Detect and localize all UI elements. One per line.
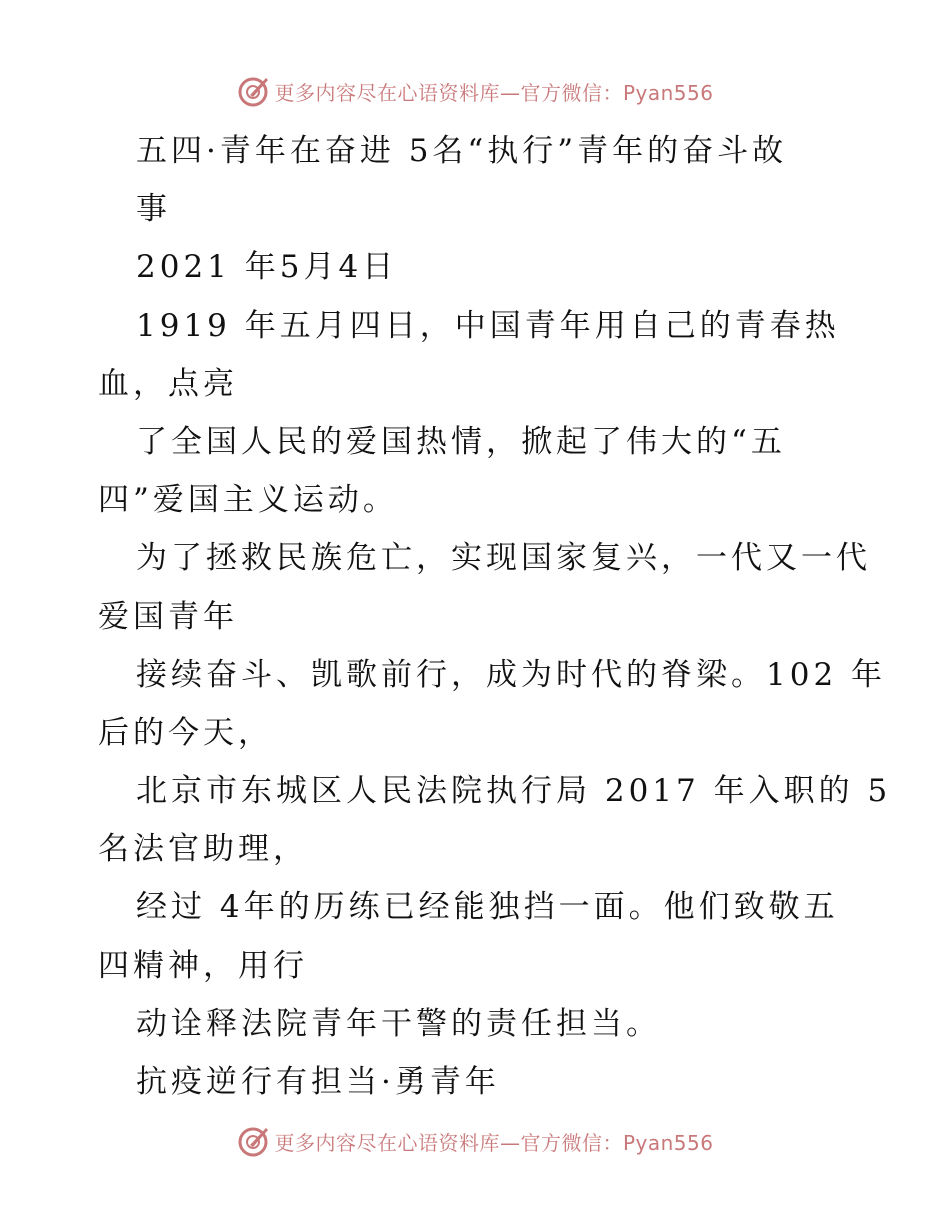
footer-banner [0, 1121, 950, 1161]
document-body [98, 122, 892, 1111]
doc-line: 爱国青年 [98, 598, 238, 635]
header-banner-text: 更多内容尽在心语资料库—官方微信：Pyan556 [274, 80, 714, 105]
doc-line: 事 [136, 191, 171, 228]
doc-line: 动诠释法院青年干警的责任担当。 [136, 1005, 661, 1042]
doc-line: 四”爱国主义运动。 [98, 482, 398, 519]
doc-line: 北京市东城区人民法院执行局 2017 年入职的 5 [136, 773, 892, 810]
doc-line: 经过 4年的历练已经能独挡一面。他们致敬五 [136, 889, 839, 926]
doc-line: 1919 年五月四日，中国青年用自己的青春热 [136, 307, 840, 344]
footer-banner-text: 更多内容尽在心语资料库—官方微信：Pyan556 [274, 1130, 714, 1155]
doc-line: 为了拯救民族危亡，实现国家复兴，一代又一代 [136, 540, 871, 577]
doc-line: 五四·青年在奋进 5名“执行”青年的奋斗故 [136, 133, 788, 169]
doc-line: 接续奋斗、凯歌前行，成为时代的脊梁。102 年 [136, 656, 887, 693]
doc-line: 2021 年5月4日 [136, 249, 398, 286]
doc-line: 四精神，用行 [98, 947, 308, 984]
doc-line: 名法官助理， [98, 831, 308, 868]
doc-line: 后的今天， [98, 714, 273, 751]
header-banner [0, 71, 950, 111]
doc-line: 血，点亮 [98, 365, 238, 402]
doc-line: 抗疫逆行有担当·勇青年 [136, 1064, 500, 1100]
doc-line: 了全国人民的爱国热情，掀起了伟大的“五 [136, 423, 786, 460]
pen-logo-icon [236, 1124, 270, 1158]
pen-logo-icon [236, 74, 270, 108]
